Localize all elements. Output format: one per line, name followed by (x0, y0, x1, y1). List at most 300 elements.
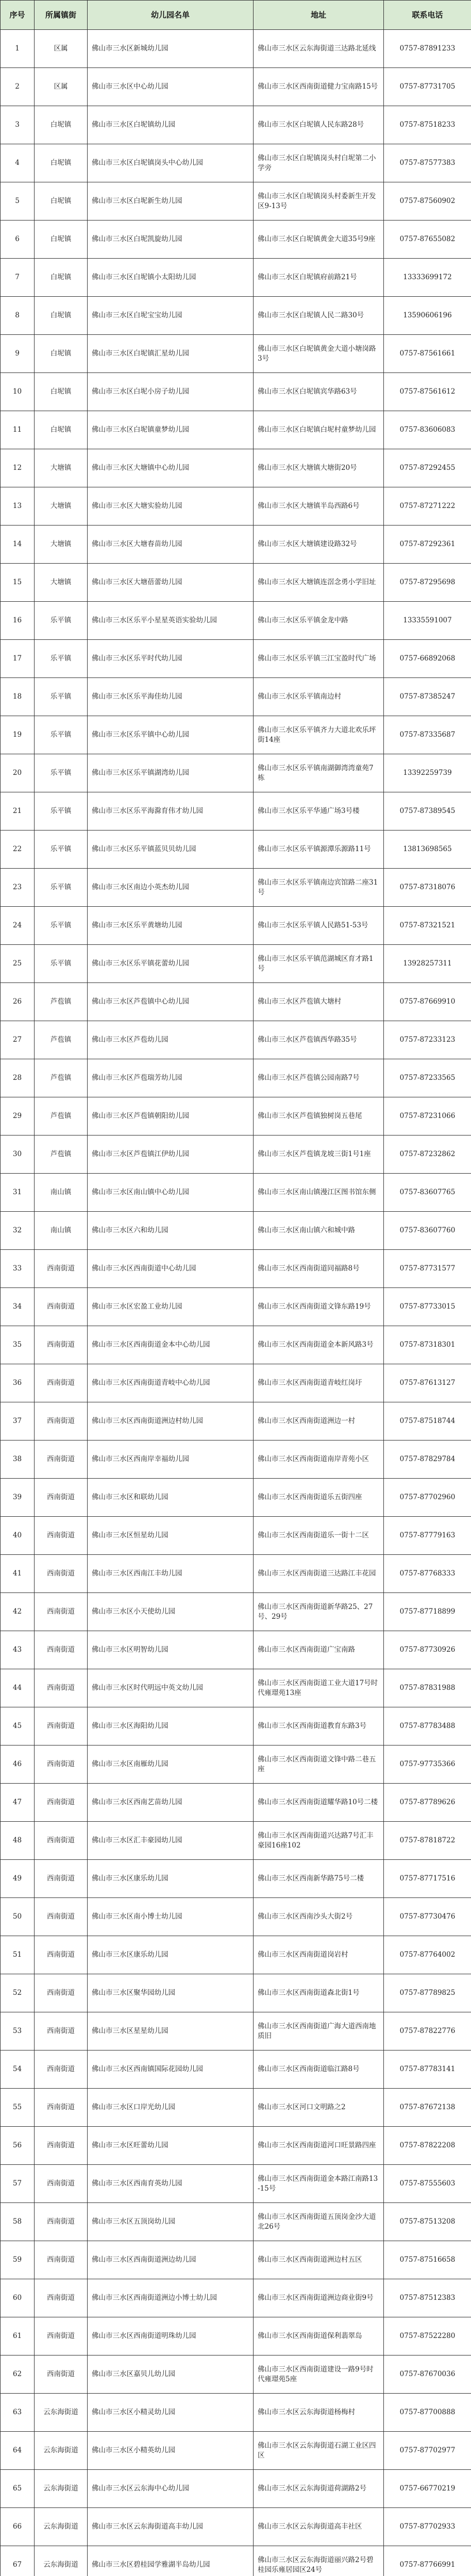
row-town: 芦苞镇 (35, 1136, 88, 1174)
row-phone: 0757-87831988 (384, 1669, 471, 1707)
table-row (1, 1974, 471, 2012)
row-kindergarten-name: 佛山市三水区南雁幼儿园 (88, 1745, 254, 1784)
row-address: 佛山市三水区西南街道洲边一村 (254, 1402, 384, 1440)
table-body (1, 30, 471, 2576)
header-row (1, 1, 471, 30)
row-address: 佛山市三水区西南街道文锋东路19号 (254, 1288, 384, 1326)
row-kindergarten-name: 佛山市三水区南小博士幼儿园 (88, 1898, 254, 1936)
header-town: 所属镇街 (35, 1, 88, 30)
row-index: 62 (1, 2355, 35, 2394)
row-address: 佛山市三水区西南街道兴达路7号汇丰豪园16座102 (254, 1822, 384, 1860)
row-address: 佛山市三水区白坭镇人民二路30号 (254, 297, 384, 335)
row-town: 白坭镇 (35, 259, 88, 297)
row-index: 10 (1, 373, 35, 411)
row-phone: 0757-83607760 (384, 1212, 471, 1250)
row-phone: 0757-87233123 (384, 1021, 471, 1059)
row-phone: 0757-87783488 (384, 1707, 471, 1745)
row-phone: 0757-87271222 (384, 487, 471, 526)
row-town: 白坭镇 (35, 106, 88, 144)
row-kindergarten-name: 佛山市三水区聚华园幼儿园 (88, 1974, 254, 2012)
table-row (1, 2394, 471, 2432)
row-index: 17 (1, 640, 35, 678)
row-town: 南山镇 (35, 1174, 88, 1212)
row-index: 63 (1, 2394, 35, 2432)
row-index: 54 (1, 2050, 35, 2089)
row-index: 27 (1, 1021, 35, 1059)
row-address: 佛山市三水区西南街道工业大道17号时代雍璟苑13座 (254, 1669, 384, 1707)
row-kindergarten-name: 佛山市三水区芦苞镇中心幼儿园 (88, 983, 254, 1021)
row-kindergarten-name: 佛山市三水区白坭镇童梦幼儿园 (88, 411, 254, 449)
row-index: 15 (1, 564, 35, 602)
row-kindergarten-name: 佛山市三水区南山镇中心幼儿园 (88, 1174, 254, 1212)
row-index: 37 (1, 1402, 35, 1440)
row-phone: 0757-87295698 (384, 564, 471, 602)
row-town: 乐平镇 (35, 831, 88, 869)
row-kindergarten-name: 佛山市三水区乐平镇花蕾幼儿园 (88, 945, 254, 983)
row-town: 西南街道 (35, 1288, 88, 1326)
table-row (1, 1784, 471, 1822)
table-row (1, 1440, 471, 1479)
row-address: 佛山市三水区西南街道森北街1号 (254, 1974, 384, 2012)
row-index: 1 (1, 30, 35, 68)
row-kindergarten-name: 佛山市三水区嘉贝儿幼儿园 (88, 2355, 254, 2394)
table-row (1, 1479, 471, 1517)
table-row (1, 2317, 471, 2355)
row-index: 33 (1, 1250, 35, 1288)
table-row (1, 1669, 471, 1707)
row-town: 白坭镇 (35, 373, 88, 411)
table-row (1, 1555, 471, 1593)
row-phone: 0757-87670036 (384, 2355, 471, 2394)
row-town: 西南街道 (35, 1898, 88, 1936)
row-kindergarten-name: 佛山市三水区西南岸幸福幼儿园 (88, 1440, 254, 1479)
row-index: 45 (1, 1707, 35, 1745)
row-address: 佛山市三水区西南街道同福路8号 (254, 1250, 384, 1288)
table-row (1, 1097, 471, 1136)
row-address: 佛山市三水区西南新华路75号二楼 (254, 1860, 384, 1898)
row-kindergarten-name: 佛山市三水区口岸光幼儿园 (88, 2089, 254, 2127)
row-town: 区属 (35, 30, 88, 68)
row-phone: 0757-87718899 (384, 1593, 471, 1631)
row-phone: 0757-87779163 (384, 1517, 471, 1555)
table-row (1, 221, 471, 259)
row-index: 18 (1, 678, 35, 716)
row-address: 佛山市三水区西南街道耀华路10号二楼 (254, 1784, 384, 1822)
row-kindergarten-name: 佛山市三水区乐平镇湖湾幼儿园 (88, 754, 254, 792)
row-town: 云东海街道 (35, 2432, 88, 2470)
row-phone: 0757-87513208 (384, 2203, 471, 2241)
row-town: 西南街道 (35, 1593, 88, 1631)
row-town: 乐平镇 (35, 945, 88, 983)
row-address: 佛山市三水区河口文明路之2 (254, 2089, 384, 2127)
row-phone: 0757-87385247 (384, 678, 471, 716)
row-address: 佛山市三水区西南沙头大街2号 (254, 1898, 384, 1936)
table-row (1, 487, 471, 526)
table-row (1, 1174, 471, 1212)
row-town: 西南街道 (35, 1745, 88, 1784)
row-town: 芦苞镇 (35, 1097, 88, 1136)
row-phone: 0757-87717516 (384, 1860, 471, 1898)
row-town: 西南街道 (35, 2355, 88, 2394)
table-row (1, 869, 471, 907)
row-kindergarten-name: 佛山市三水区南边小英杰幼儿园 (88, 869, 254, 907)
table-row (1, 2127, 471, 2165)
row-phone: 0757-87783141 (384, 2050, 471, 2089)
table-row (1, 1898, 471, 1936)
row-index: 58 (1, 2203, 35, 2241)
row-address: 佛山市三水区西南街道乐一街十二区 (254, 1517, 384, 1555)
table-row (1, 983, 471, 1021)
row-address: 佛山市三水区西南街道岗岩村 (254, 1936, 384, 1974)
row-phone: 0757-87702977 (384, 2432, 471, 2470)
table-row (1, 297, 471, 335)
row-kindergarten-name: 佛山市三水区五顶岗幼儿园 (88, 2203, 254, 2241)
row-index: 4 (1, 144, 35, 182)
row-index: 19 (1, 716, 35, 754)
row-index: 28 (1, 1059, 35, 1097)
row-address: 佛山市三水区西南街道金本路江南路13-15号 (254, 2165, 384, 2203)
row-town: 白坭镇 (35, 335, 88, 373)
row-index: 52 (1, 1974, 35, 2012)
row-town: 乐平镇 (35, 792, 88, 831)
row-phone: 0757-87231066 (384, 1097, 471, 1136)
row-address: 佛山市三水区云东海街道丽兴路2号碧桂园乐雍居园区24号 (254, 2546, 384, 2576)
row-phone: 0757-87518744 (384, 1402, 471, 1440)
row-address: 佛山市三水区乐平镇范湖城区育才路1号 (254, 945, 384, 983)
row-address: 佛山市三水区芦苞镇大塘村 (254, 983, 384, 1021)
table-row (1, 2241, 471, 2279)
row-town: 西南街道 (35, 1402, 88, 1440)
row-phone: 0757-87318076 (384, 869, 471, 907)
row-index: 34 (1, 1288, 35, 1326)
row-phone: 0757-87335687 (384, 716, 471, 754)
row-address: 佛山市三水区白坭镇府前路21号 (254, 259, 384, 297)
table-row (1, 1631, 471, 1669)
row-kindergarten-name: 佛山市三水区白坭镇岗头中心幼儿园 (88, 144, 254, 182)
row-phone: 0757-87730926 (384, 1631, 471, 1669)
row-phone: 0757-87766991 (384, 2546, 471, 2576)
row-index: 35 (1, 1326, 35, 1364)
row-phone: 0757-87730476 (384, 1898, 471, 1936)
row-kindergarten-name: 佛山市三水区汇丰豪园幼儿园 (88, 1822, 254, 1860)
row-phone: 13333699172 (384, 259, 471, 297)
row-phone: 0757-87733015 (384, 1288, 471, 1326)
row-index: 56 (1, 2127, 35, 2165)
header-kindergarten: 幼儿园名单 (88, 1, 254, 30)
row-kindergarten-name: 佛山市三水区小精灵幼儿园 (88, 2394, 254, 2432)
row-kindergarten-name: 佛山市三水区乐平镇蓝贝贝幼儿园 (88, 831, 254, 869)
row-address: 佛山市三水区西南街道广宝南路 (254, 1631, 384, 1669)
row-phone: 0757-87318301 (384, 1326, 471, 1364)
table-row (1, 30, 471, 68)
row-address: 佛山市三水区云东海街道荷湖路2号 (254, 2470, 384, 2508)
row-index: 46 (1, 1745, 35, 1784)
table-row (1, 1021, 471, 1059)
row-town: 乐平镇 (35, 640, 88, 678)
row-kindergarten-name: 佛山市三水区明智幼儿园 (88, 1631, 254, 1669)
table-row (1, 526, 471, 564)
row-kindergarten-name: 佛山市三水区星星幼儿园 (88, 2012, 254, 2050)
table-row (1, 1326, 471, 1364)
row-address: 佛山市三水区白坭镇人民东路28号 (254, 106, 384, 144)
table-row (1, 1212, 471, 1250)
row-town: 西南街道 (35, 1479, 88, 1517)
row-address: 佛山市三水区芦苞镇独树岗五巷尾 (254, 1097, 384, 1136)
row-address: 佛山市三水区乐平华通广场3号楼 (254, 792, 384, 831)
row-index: 9 (1, 335, 35, 373)
row-index: 48 (1, 1822, 35, 1860)
row-address: 佛山市三水区乐平镇南湖御湾湾童苑7栋 (254, 754, 384, 792)
row-kindergarten-name: 佛山市三水区乐平小星星英语实验幼儿园 (88, 602, 254, 640)
row-index: 41 (1, 1555, 35, 1593)
row-index: 55 (1, 2089, 35, 2127)
row-kindergarten-name: 佛山市三水区芦苞瑞芳幼儿园 (88, 1059, 254, 1097)
row-address: 佛山市三水区大塘镇建设路32号 (254, 526, 384, 564)
row-town: 西南街道 (35, 1936, 88, 1974)
row-index: 66 (1, 2508, 35, 2546)
row-index: 47 (1, 1784, 35, 1822)
row-phone: 0757-87822776 (384, 2012, 471, 2050)
row-town: 西南街道 (35, 1707, 88, 1745)
row-index: 23 (1, 869, 35, 907)
row-phone: 0757-87555603 (384, 2165, 471, 2203)
row-index: 11 (1, 411, 35, 449)
table-row (1, 1517, 471, 1555)
table-row (1, 68, 471, 106)
row-kindergarten-name: 佛山市三水区白坭新生幼儿园 (88, 182, 254, 221)
table-row (1, 1860, 471, 1898)
row-kindergarten-name: 佛山市三水区云东海街道高丰幼儿园 (88, 2508, 254, 2546)
row-index: 29 (1, 1097, 35, 1136)
row-kindergarten-name: 佛山市三水区乐平镇中心幼儿园 (88, 716, 254, 754)
row-phone: 0757-87891233 (384, 30, 471, 68)
row-index: 59 (1, 2241, 35, 2279)
row-index: 44 (1, 1669, 35, 1707)
row-kindergarten-name: 佛山市三水区新城幼儿园 (88, 30, 254, 68)
row-town: 西南街道 (35, 1250, 88, 1288)
row-index: 51 (1, 1936, 35, 1974)
row-address: 佛山市三水区白坭镇白坭村童梦幼儿园 (254, 411, 384, 449)
row-address: 佛山市三水区西南街道新华路25、27号、29号 (254, 1593, 384, 1631)
row-phone: 13392259739 (384, 754, 471, 792)
header-phone: 联系电话 (384, 1, 471, 30)
row-phone: 0757-87292361 (384, 526, 471, 564)
row-phone: 0757-87702960 (384, 1479, 471, 1517)
row-index: 3 (1, 106, 35, 144)
row-address: 佛山市三水区白坭镇黄金大道35号9座 (254, 221, 384, 259)
row-kindergarten-name: 佛山市三水区云东海中心幼儿园 (88, 2470, 254, 2508)
row-phone: 0757-87789626 (384, 1784, 471, 1822)
row-kindergarten-name: 佛山市三水区白坭镇幼儿园 (88, 106, 254, 144)
row-phone: 13813698565 (384, 831, 471, 869)
row-address: 佛山市三水区芦苞镇龙坡三街1号1座 (254, 1136, 384, 1174)
table-row (1, 2470, 471, 2508)
row-phone: 0757-66892068 (384, 640, 471, 678)
row-town: 西南街道 (35, 1669, 88, 1707)
row-phone: 0757-87560902 (384, 182, 471, 221)
row-kindergarten-name: 佛山市三水区碧桂园学雅湖半岛幼儿园 (88, 2546, 254, 2576)
row-town: 乐平镇 (35, 678, 88, 716)
table-row (1, 831, 471, 869)
row-town: 西南街道 (35, 1517, 88, 1555)
row-town: 西南街道 (35, 1860, 88, 1898)
table-row (1, 259, 471, 297)
row-kindergarten-name: 佛山市三水区西南街道明珠幼儿园 (88, 2317, 254, 2355)
row-kindergarten-name: 佛山市三水区恒星幼儿园 (88, 1517, 254, 1555)
row-phone: 0757-87818722 (384, 1822, 471, 1860)
row-index: 49 (1, 1860, 35, 1898)
row-index: 32 (1, 1212, 35, 1250)
row-kindergarten-name: 佛山市三水区白坭凯旋幼儿园 (88, 221, 254, 259)
row-address: 佛山市三水区芦苞镇西华路35号 (254, 1021, 384, 1059)
table-row (1, 335, 471, 373)
row-phone: 0757-87522280 (384, 2317, 471, 2355)
row-index: 16 (1, 602, 35, 640)
row-kindergarten-name: 佛山市三水区宏盈工业幼儿园 (88, 1288, 254, 1326)
row-town: 西南街道 (35, 2203, 88, 2241)
row-town: 芦苞镇 (35, 983, 88, 1021)
row-kindergarten-name: 佛山市三水区和联幼儿园 (88, 1479, 254, 1517)
row-town: 芦苞镇 (35, 1021, 88, 1059)
row-phone: 0757-87655082 (384, 221, 471, 259)
row-phone: 0757-87389545 (384, 792, 471, 831)
row-kindergarten-name: 佛山市三水区白坭镇小太阳幼儿园 (88, 259, 254, 297)
row-kindergarten-name: 佛山市三水区时代明远中英文幼儿园 (88, 1669, 254, 1707)
row-address: 佛山市三水区南山镇漫江区图书馆东侧 (254, 1174, 384, 1212)
row-index: 57 (1, 2165, 35, 2203)
row-kindergarten-name: 佛山市三水区旺蕾幼儿园 (88, 2127, 254, 2165)
row-address: 佛山市三水区西南街道三达路江丰花园 (254, 1555, 384, 1593)
row-town: 西南街道 (35, 1326, 88, 1364)
row-index: 64 (1, 2432, 35, 2470)
row-town: 芦苞镇 (35, 1059, 88, 1097)
row-phone: 0757-87669910 (384, 983, 471, 1021)
table-row (1, 1136, 471, 1174)
row-phone: 0757-87512383 (384, 2279, 471, 2317)
row-town: 西南街道 (35, 1631, 88, 1669)
row-phone: 0757-87613127 (384, 1364, 471, 1402)
row-index: 5 (1, 182, 35, 221)
row-town: 乐平镇 (35, 907, 88, 945)
row-town: 西南街道 (35, 1555, 88, 1593)
row-phone: 0757-87516658 (384, 2241, 471, 2279)
row-phone: 0757-87731705 (384, 68, 471, 106)
table-row (1, 2203, 471, 2241)
row-address: 佛山市三水区云东海街道高丰社区 (254, 2508, 384, 2546)
row-kindergarten-name: 佛山市三水区西南艺苗幼儿园 (88, 1784, 254, 1822)
row-index: 67 (1, 2546, 35, 2576)
row-town: 西南街道 (35, 1822, 88, 1860)
table-row (1, 1402, 471, 1440)
row-index: 21 (1, 792, 35, 831)
table-row (1, 1745, 471, 1784)
table-row (1, 754, 471, 792)
row-address: 佛山市三水区云东海街道石湖工业区四区 (254, 2432, 384, 2470)
row-index: 31 (1, 1174, 35, 1212)
row-index: 24 (1, 907, 35, 945)
table-row (1, 2050, 471, 2089)
row-phone: 0757-87731577 (384, 1250, 471, 1288)
table-row (1, 1250, 471, 1288)
row-phone: 0757-87561612 (384, 373, 471, 411)
row-address: 佛山市三水区芦苞镇公园南路7号 (254, 1059, 384, 1097)
row-town: 云东海街道 (35, 2470, 88, 2508)
row-kindergarten-name: 佛山市三水区康乐幼儿园 (88, 1860, 254, 1898)
table-row (1, 411, 471, 449)
row-phone: 0757-87822208 (384, 2127, 471, 2165)
row-address: 佛山市三水区乐平镇南边村 (254, 678, 384, 716)
table-row (1, 2355, 471, 2394)
row-kindergarten-name: 佛山市三水区白坭小房子幼儿园 (88, 373, 254, 411)
row-address: 佛山市三水区西南街道广海大道西南地质旧 (254, 2012, 384, 2050)
row-kindergarten-name: 佛山市三水区康乐幼儿园 (88, 1936, 254, 1974)
row-town: 西南街道 (35, 2127, 88, 2165)
row-index: 6 (1, 221, 35, 259)
row-town: 西南街道 (35, 2050, 88, 2089)
row-phone: 13928257311 (384, 945, 471, 983)
row-index: 2 (1, 68, 35, 106)
row-town: 西南街道 (35, 1440, 88, 1479)
row-phone: 0757-87702933 (384, 2508, 471, 2546)
row-index: 40 (1, 1517, 35, 1555)
row-town: 西南街道 (35, 1784, 88, 1822)
table-row (1, 1059, 471, 1097)
row-index: 26 (1, 983, 35, 1021)
table-row (1, 1288, 471, 1326)
table-row (1, 2432, 471, 2470)
table-row (1, 106, 471, 144)
row-kindergarten-name: 佛山市三水区芦苞镇江伊幼儿园 (88, 1136, 254, 1174)
row-kindergarten-name: 佛山市三水区西南镇国际花园幼儿园 (88, 2050, 254, 2089)
row-kindergarten-name: 佛山市三水区小精英幼儿园 (88, 2432, 254, 2470)
row-address: 佛山市三水区大塘镇大塘街20号 (254, 449, 384, 487)
row-phone: 0757-87518233 (384, 106, 471, 144)
table-row (1, 2279, 471, 2317)
row-town: 云东海街道 (35, 2508, 88, 2546)
row-town: 区属 (35, 68, 88, 106)
row-index: 25 (1, 945, 35, 983)
row-address: 佛山市三水区西南街道金本新风路3号 (254, 1326, 384, 1364)
row-kindergarten-name: 佛山市三水区西南江丰幼儿园 (88, 1555, 254, 1593)
row-phone: 0757-83607765 (384, 1174, 471, 1212)
header-address: 地址 (254, 1, 384, 30)
row-town: 西南街道 (35, 2317, 88, 2355)
row-address: 佛山市三水区大塘镇半岛西路6号 (254, 487, 384, 526)
row-index: 39 (1, 1479, 35, 1517)
row-phone: 0757-97735366 (384, 1745, 471, 1784)
row-town: 大塘镇 (35, 487, 88, 526)
row-kindergarten-name: 佛山市三水区白坭宝宝幼儿园 (88, 297, 254, 335)
row-phone: 0757-87292455 (384, 449, 471, 487)
row-address: 佛山市三水区西南街道教育东路3号 (254, 1707, 384, 1745)
row-town: 乐平镇 (35, 754, 88, 792)
row-address: 佛山市三水区云东海街道三达路北延线 (254, 30, 384, 68)
table-row (1, 716, 471, 754)
row-address: 佛山市三水区西南街道洲边商业街9号 (254, 2279, 384, 2317)
row-index: 8 (1, 297, 35, 335)
row-kindergarten-name: 佛山市三水区乐平海滁育伟才幼儿园 (88, 792, 254, 831)
row-town: 乐平镇 (35, 602, 88, 640)
row-kindergarten-name: 佛山市三水区乐平黄塘幼儿园 (88, 907, 254, 945)
row-address: 佛山市三水区乐平镇三江宝盈时代广场 (254, 640, 384, 678)
row-town: 乐平镇 (35, 716, 88, 754)
table-row (1, 678, 471, 716)
row-town: 南山镇 (35, 1212, 88, 1250)
table-row (1, 2165, 471, 2203)
table-row (1, 2546, 471, 2576)
row-town: 西南街道 (35, 2241, 88, 2279)
row-kindergarten-name: 佛山市三水区六和幼儿园 (88, 1212, 254, 1250)
